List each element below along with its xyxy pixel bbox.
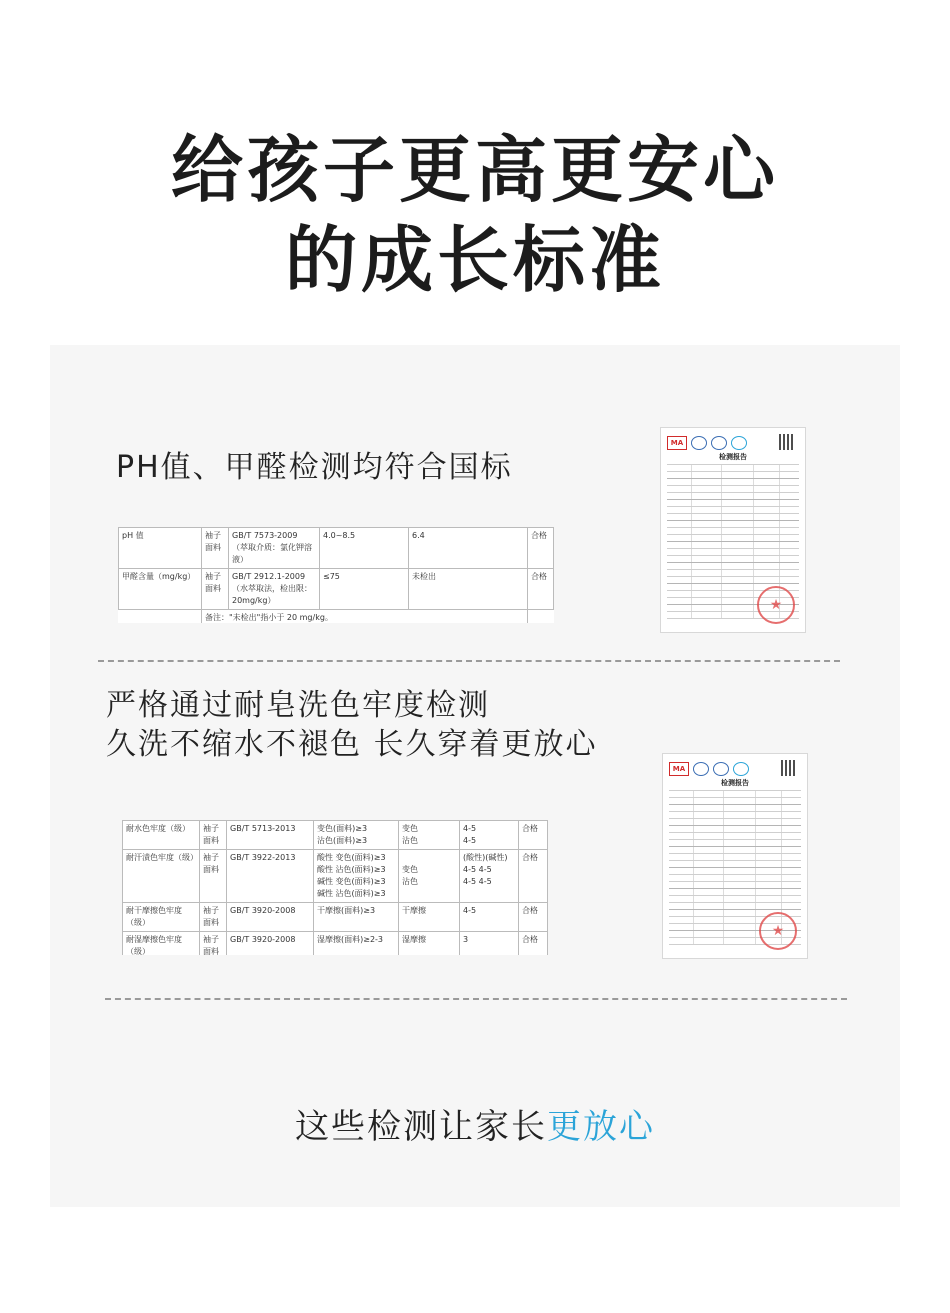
table-cell: 袖子 面料 [200,903,227,932]
table-note: 备注："未检出"指小于 20 mg/kg。 [202,610,528,624]
table-cell: 合格 [528,528,554,569]
table-cell: 未检出 [409,569,528,610]
table-cell: 袖子 面料 [202,528,229,569]
qr-code-icon [779,434,795,450]
table-cell: 合格 [519,821,548,850]
table-cell: 变色(面料)≥3 沾色(面料)≥3 [314,821,399,850]
table-note-row [119,610,554,624]
table-cell: 合格 [519,850,548,903]
ma-certification-icon: MA [667,436,687,450]
table-cell: GB/T 5713-2013 [227,821,314,850]
table-cell: 湿摩擦(面料)≥2-3 [314,932,399,956]
table-cell: GB/T 2912.1-2009 （水萃取法，检出限： 20mg/kg） [229,569,320,610]
section-divider [105,998,847,1000]
table-cell: 酸性 变色(面料)≥3 酸性 沾色(面料)≥3 碱性 变色(面料)≥3 碱性 沾色(面料)≥3 [314,850,399,903]
table-cell: 干摩擦 [399,903,460,932]
table-cell: 4-5 [460,903,519,932]
table-cell: 耐水色牢度（级） [123,821,200,850]
section1-title: PH值、甲醛检测均符合国标 [116,450,513,485]
table-cell: 袖子 面料 [200,821,227,850]
ma-certification-icon: MA [669,762,689,776]
table-cell: GB/T 7573-2009 （萃取介质：氯化钾溶 液） [229,528,320,569]
section2-title-line-1: 严格通过耐皂洗色牢度检测 [106,688,490,723]
table-cell: 甲醛含量（mg/kg） [119,569,202,610]
table-cell: GB/T 3920-2008 [227,903,314,932]
content-panel [50,345,900,1207]
table-cell: 4.0~8.5 [320,528,409,569]
table-cell: 合格 [519,903,548,932]
table-cell: 耐干摩擦色牢度（级） [123,903,200,932]
table-cell: GB/T 3922-2013 [227,850,314,903]
table-row [119,528,554,569]
table-cell: 袖子 面料 [200,850,227,903]
table-cell: 6.4 [409,528,528,569]
ph-formaldehyde-table [118,527,554,623]
report-title: 检测报告 [719,453,747,461]
table-cell: 合格 [519,932,548,956]
cnas-icon [713,762,729,776]
table-cell: 变色 沾色 [399,821,460,850]
table-cell: 干摩擦(面料)≥3 [314,903,399,932]
ilac-icon [691,436,707,450]
table-cell: 4-5 4-5 [460,821,519,850]
table-cell: 耐汗渍色牢度（级） [123,850,200,903]
table-cell: 袖子 面料 [202,569,229,610]
table-row [123,932,548,956]
table-cell: 3 [460,932,519,956]
table-cell: GB/T 3920-2008 [227,932,314,956]
table-cell: 合格 [528,569,554,610]
report-title: 检测报告 [721,779,749,787]
table-cell: 耐湿摩擦色牢度（级） [123,932,200,956]
table-row [119,569,554,610]
qr-code-icon [781,760,797,776]
table-cell: ≤75 [320,569,409,610]
table-cell: pH 值 [119,528,202,569]
table-row [123,850,548,903]
report-logos [669,760,801,776]
table-cell: 变色 沾色 [399,850,460,903]
cnas-icon [711,436,727,450]
table-cell: 湿摩擦 [399,932,460,956]
table-cell: (酸性)(碱性) 4-5 4-5 4-5 4-5 [460,850,519,903]
section-divider [98,660,840,662]
test-report-thumbnail-1 [660,427,806,633]
table-cell: 袖子 面料 [200,932,227,956]
accreditation-icon [731,436,747,450]
official-seal-icon: ★ [757,586,795,624]
table-row [123,903,548,932]
headline-line-2: 的成长标准 [284,218,665,302]
footer-tagline [50,1105,900,1149]
ilac-icon [693,762,709,776]
footer-text: 这些检测让家长 [295,1107,547,1147]
footer-accent-text: 更放心 [547,1107,655,1147]
section2-table-excerpt [122,820,548,955]
official-seal-icon: ★ [759,912,797,950]
section1-table-excerpt [118,527,554,623]
section2-title-line-2: 久洗不缩水不褪色 长久穿着更放心 [106,727,598,762]
headline-line-1: 给孩子更高更安心 [170,128,779,212]
colorfastness-table [122,820,548,955]
table-row [123,821,548,850]
accreditation-icon [733,762,749,776]
report-logos [667,434,799,450]
test-report-thumbnail-2 [662,753,808,959]
